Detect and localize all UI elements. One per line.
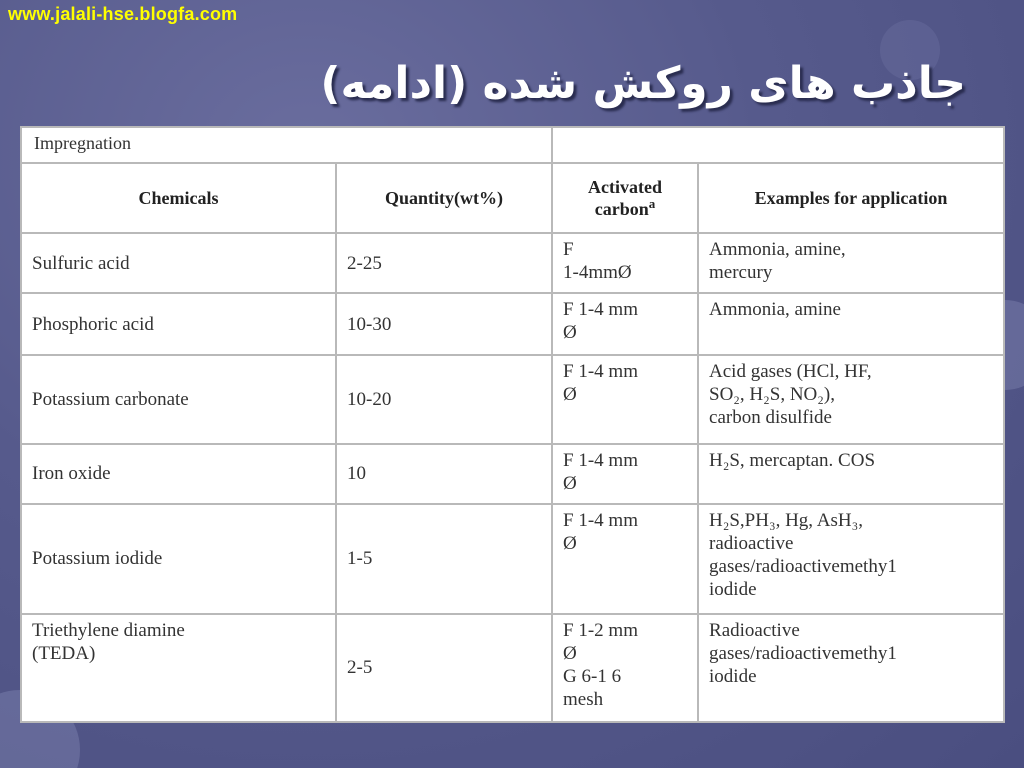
cell-chemical: Potassium carbonate — [21, 355, 336, 443]
table-row — [21, 233, 1004, 293]
cell-chemical: Iron oxide — [21, 444, 336, 504]
impregnation-table — [20, 126, 1005, 723]
cell-quantity: 1-5 — [336, 504, 552, 614]
cell-examples: Radioactive gases/radioactivemethy1 iodide — [698, 614, 1004, 722]
cell-quantity: 10 — [336, 444, 552, 504]
header-footnote-marker: a — [648, 196, 656, 212]
header-activated-carbon-label: Activated carbon — [588, 177, 662, 220]
cell-activated-carbon: F 1-4 mm Ø — [552, 355, 698, 443]
cell-chemical: Potassium iodide — [21, 504, 336, 614]
cell-activated-carbon: F 1-4mmØ — [552, 233, 698, 293]
header-chemicals: Chemicals — [21, 163, 336, 233]
table-section-row — [21, 127, 1004, 163]
cell-activated-carbon: F 1-4 mm Ø — [552, 504, 698, 614]
section-label: Impregnation — [21, 127, 552, 163]
cell-activated-carbon: F 1-2 mm Ø G 6-1 6 mesh — [552, 614, 698, 722]
cell-quantity: 10-30 — [336, 293, 552, 355]
cell-quantity: 10-20 — [336, 355, 552, 443]
table-row — [21, 504, 1004, 614]
slide-title: جاذب های روکش شده (ادامه) — [320, 58, 966, 109]
section-empty-cell — [552, 127, 1004, 163]
table-row — [21, 293, 1004, 355]
table-header-row — [21, 163, 1004, 233]
cell-activated-carbon: F 1-4 mm Ø — [552, 444, 698, 504]
cell-examples: H₂S, mercaptan. COS — [698, 444, 1004, 504]
table-row — [21, 355, 1004, 443]
cell-examples: Acid gases (HCl, HF, SO₂, H₂S, NO₂), carbon disulfide — [698, 355, 1004, 443]
header-activated-carbon — [552, 163, 698, 233]
cell-examples: H₂S,PH₃, Hg, AsH₃, radioactive gases/radioactivemethy1 iodide — [698, 504, 1004, 614]
table-row — [21, 444, 1004, 504]
cell-chemical: Triethylene diamine (TEDA) — [21, 614, 336, 722]
cell-chemical: Sulfuric acid — [21, 233, 336, 293]
table-body — [21, 233, 1004, 722]
cell-quantity: 2-5 — [336, 614, 552, 722]
cell-examples: Ammonia, amine — [698, 293, 1004, 355]
table-row — [21, 614, 1004, 722]
site-url: www.jalali-hse.blogfa.com — [8, 4, 238, 24]
impregnation-table-container — [20, 126, 1003, 723]
cell-chemical: Phosphoric acid — [21, 293, 336, 355]
cell-examples: Ammonia, amine, mercury — [698, 233, 1004, 293]
cell-quantity: 2-25 — [336, 233, 552, 293]
header-quantity: Quantity(wt%) — [336, 163, 552, 233]
header-examples: Examples for application — [698, 163, 1004, 233]
cell-activated-carbon: F 1-4 mm Ø — [552, 293, 698, 355]
